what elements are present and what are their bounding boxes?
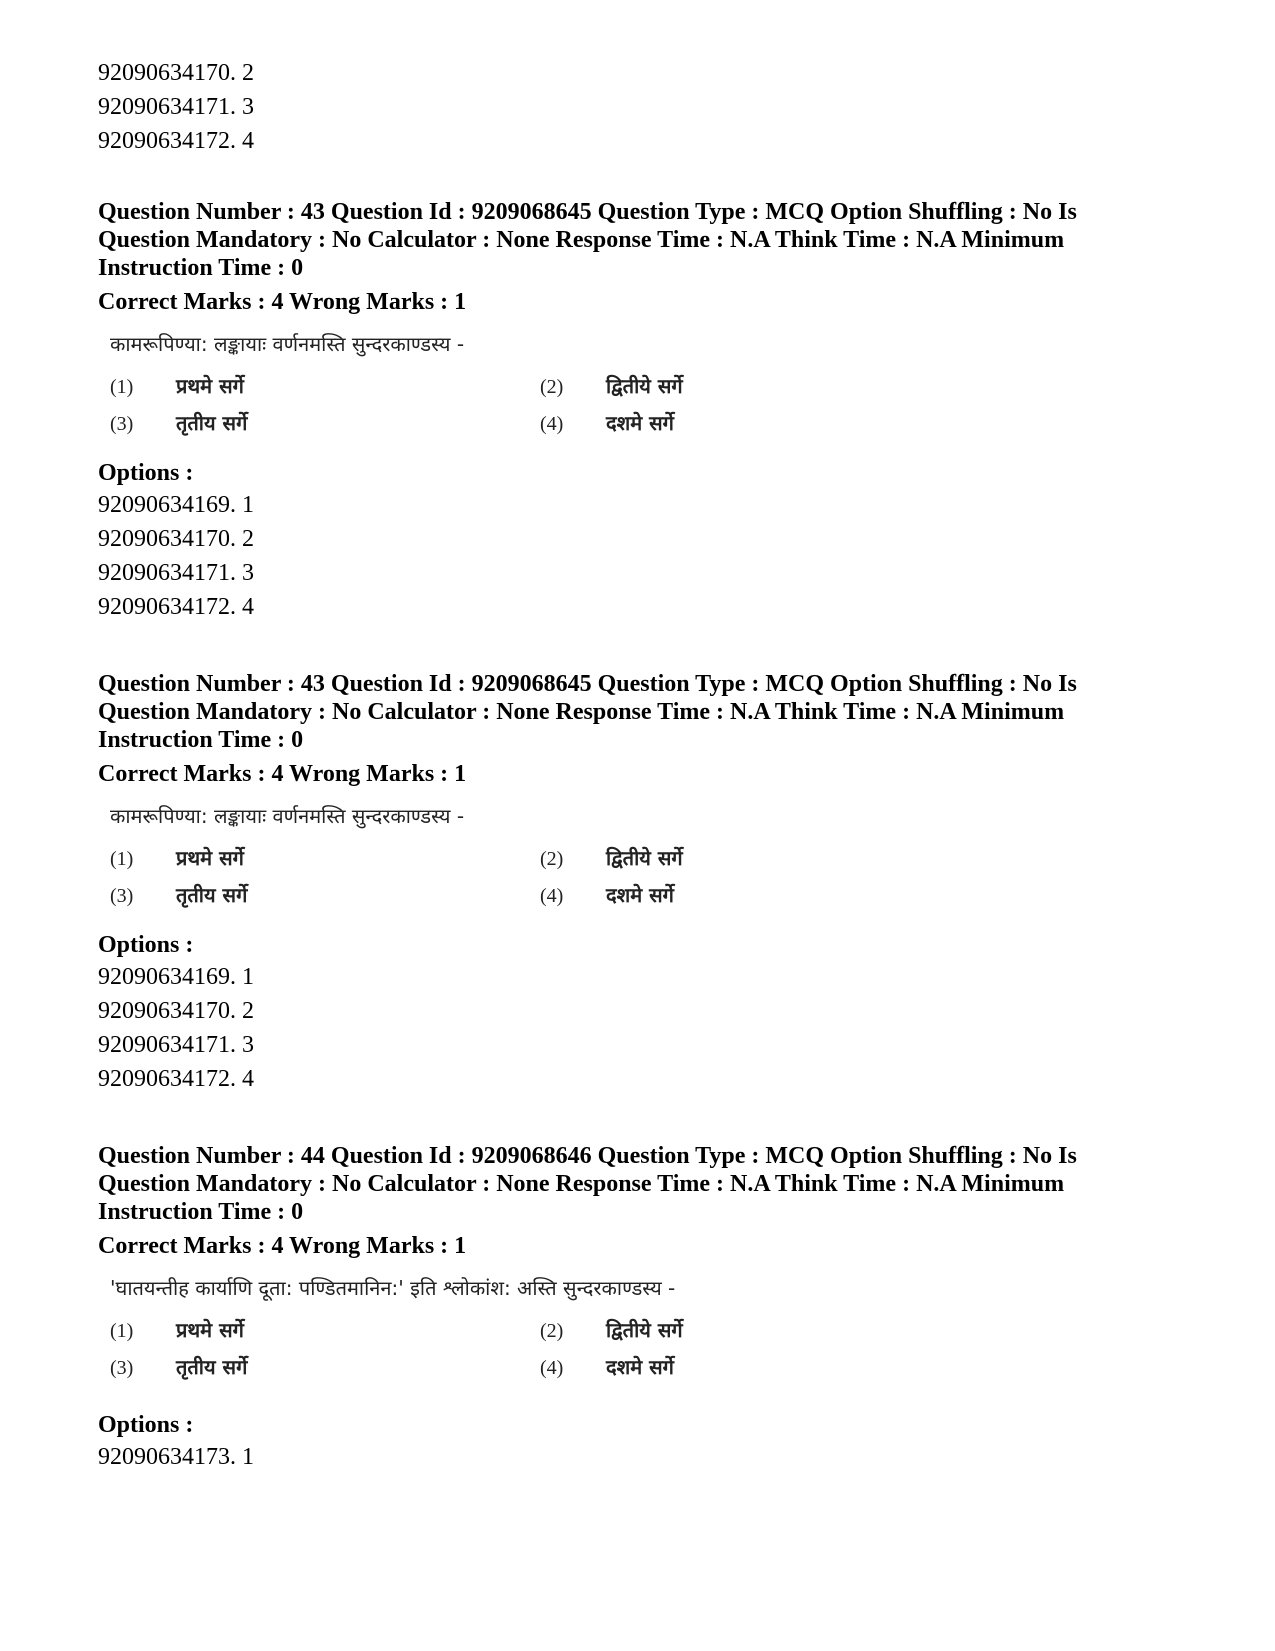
question-marks: Correct Marks : 4 Wrong Marks : 1: [98, 289, 467, 315]
question-meta: Question Number : 43 Question Id : 9209068645 Question Type : MCQ Option Shuffling : No Is Question Mandatory : No Calculator : None Response Time : N.A Think Time : N.A Minimum Instruction Time : 0: [98, 199, 1077, 281]
choice-item: [540, 409, 840, 436]
option-line: 92090634172. 4: [98, 128, 254, 154]
choice-item: [110, 1353, 540, 1380]
choice-number: (2): [540, 1320, 564, 1342]
option-line: 92090634170. 2: [98, 998, 254, 1024]
choice-grid: [110, 372, 1188, 436]
choice-label: द्वितीये सर्गे: [606, 374, 683, 398]
choice-item: [540, 881, 840, 908]
choice-number: (1): [110, 848, 134, 870]
choice-item: [110, 881, 540, 908]
option-line: 92090634171. 3: [98, 1032, 254, 1058]
options-heading: Options :: [98, 932, 194, 958]
option-line: 92090634170. 2: [98, 60, 254, 86]
choice-item: [540, 1353, 840, 1380]
choice-number: (4): [540, 413, 564, 435]
choice-item: [540, 372, 840, 399]
choice-number: (4): [540, 885, 564, 907]
choice-number: (2): [540, 376, 564, 398]
choice-item: [110, 372, 540, 399]
choice-label: दशमे सर्गे: [606, 411, 674, 435]
question-content: [110, 330, 1188, 436]
choice-label: दशमे सर्गे: [606, 883, 674, 907]
choice-number: (4): [540, 1357, 564, 1379]
question-text: कामरूपिण्या: लङ्कायाः वर्णनमस्ति सुन्दरकाण्डस्य -: [110, 804, 465, 828]
option-line: 92090634169. 1: [98, 964, 254, 990]
choice-item: [540, 1316, 840, 1343]
choice-label: तृतीय सर्गे: [176, 411, 248, 435]
choice-number: (1): [110, 1320, 134, 1342]
option-line: 92090634172. 4: [98, 1066, 254, 1092]
choice-label: प्रथमे सर्गे: [176, 1318, 244, 1342]
choice-item: [110, 409, 540, 436]
choice-item: [540, 844, 840, 871]
choice-label: तृतीय सर्गे: [176, 883, 248, 907]
choice-number: (1): [110, 376, 134, 398]
question-text: 'घातयन्तीह कार्याणि दूता: पण्डितमानिन:' इति श्लोकांश: अस्ति सुन्दरकाण्डस्य -: [110, 1276, 676, 1300]
previous-options: [98, 56, 1188, 158]
option-line: 92090634171. 3: [98, 94, 254, 120]
choice-item: [110, 844, 540, 871]
question-marks: Correct Marks : 4 Wrong Marks : 1: [98, 1233, 467, 1259]
question-block: [98, 670, 1188, 1096]
choice-label: प्रथमे सर्गे: [176, 846, 244, 870]
question-marks: Correct Marks : 4 Wrong Marks : 1: [98, 761, 467, 787]
choice-number: (3): [110, 1357, 134, 1379]
choice-number: (3): [110, 413, 134, 435]
choice-grid: [110, 844, 1188, 908]
choice-grid: [110, 1316, 1188, 1380]
choice-item: [110, 1316, 540, 1343]
question-meta: Question Number : 43 Question Id : 9209068645 Question Type : MCQ Option Shuffling : No Is Question Mandatory : No Calculator : None Response Time : N.A Think Time : N.A Minimum Instruction Time : 0: [98, 671, 1077, 753]
option-line: 92090634169. 1: [98, 492, 254, 518]
question-content: [110, 1274, 1188, 1380]
question-block: [98, 1142, 1188, 1474]
choice-label: द्वितीये सर्गे: [606, 846, 683, 870]
question-text: कामरूपिण्या: लङ्कायाः वर्णनमस्ति सुन्दरकाण्डस्य -: [110, 332, 465, 356]
question-block: [98, 198, 1188, 624]
choice-label: दशमे सर्गे: [606, 1355, 674, 1379]
choice-number: (2): [540, 848, 564, 870]
choice-label: प्रथमे सर्गे: [176, 374, 244, 398]
choice-number: (3): [110, 885, 134, 907]
choice-label: द्वितीये सर्गे: [606, 1318, 683, 1342]
option-line: 92090634172. 4: [98, 594, 254, 620]
options-heading: Options :: [98, 1412, 194, 1438]
question-meta: Question Number : 44 Question Id : 9209068646 Question Type : MCQ Option Shuffling : No Is Question Mandatory : No Calculator : None Response Time : N.A Think Time : N.A Minimum Instruction Time : 0: [98, 1143, 1077, 1225]
options-heading: Options :: [98, 460, 194, 486]
option-line: 92090634170. 2: [98, 526, 254, 552]
question-content: [110, 802, 1188, 908]
option-line: 92090634171. 3: [98, 560, 254, 586]
option-line: 92090634173. 1: [98, 1444, 254, 1470]
choice-label: तृतीय सर्गे: [176, 1355, 248, 1379]
